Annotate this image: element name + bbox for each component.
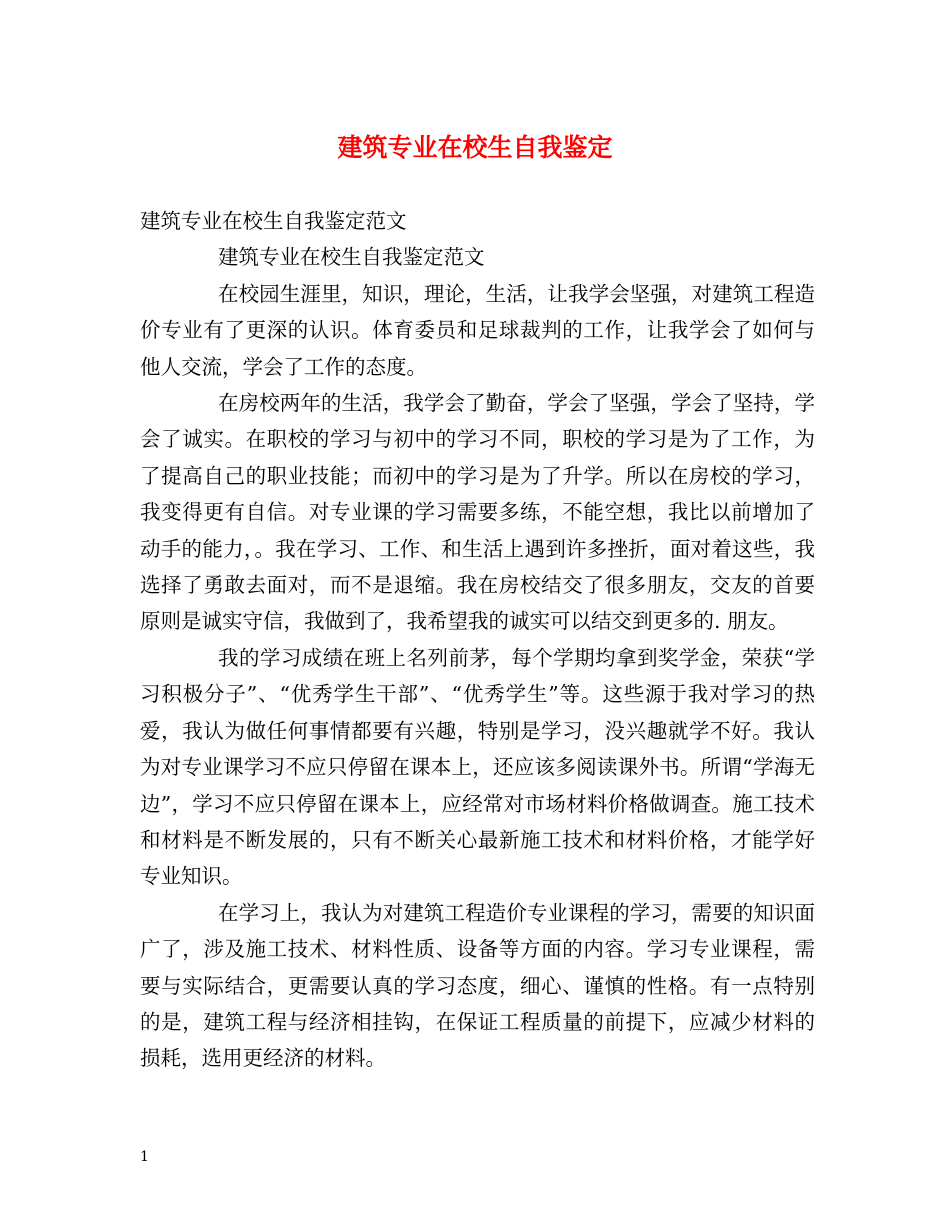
paragraph: 建筑专业在校生自我鉴定范文 bbox=[218, 245, 485, 270]
paragraph: 在校园生涯里，知识，理论，生活，让我学会坚强，对建筑工程造价专业有了更深的认识。体育委员和足球裁判的工作，让我学会了如何与他人交流，学会了工作的态度。 bbox=[140, 281, 815, 379]
document-subtitle: 建筑专业在校生自我鉴定范文 bbox=[140, 209, 407, 233]
document-body bbox=[140, 203, 815, 1077]
paragraph: 在房校两年的生活，我学会了勤奋，学会了坚强，学会了坚持，学会了诚实。在职校的学习与初中的学习不同，职校的学习是为了工作，为了提高自己的职业技能；而初中的学习是为了升学。所以在房校的学习，我变得更有自信。对专业课的学习需要多练，不能空想，我比以前增加了动手的能力，。我在学习、工作、和生活上遇到许多挫折，面对着这些，我选择了勇敢去面对，而不是退缩。我在房校结交了很多朋友，交友的首要原则是诚实守信，我做到了，我希望我的诚实可以结交到更多的. 朋友。 bbox=[140, 391, 815, 634]
paragraph: 在学习上，我认为对建筑工程造价专业课程的学习，需要的知识面广了，涉及施工技术、材料性质、设备等方面的内容。学习专业课程，需要与实际结合，更需要认真的学习态度，细心、谨慎的性格。有一点特别的是，建筑工程与经济相挂钩，在保证工程质量的前提下，应减少材料的损耗，选用更经济的材料。 bbox=[140, 900, 815, 1071]
paragraph: 我的学习成绩在班上名列前茅，每个学期均拿到奖学金，荣获“学习积极分子”、“优秀学生干部”、“优秀学生”等。这些源于我对学习的热爱，我认为做任何事情都要有兴趣，特别是学习，没兴趣就学不好。我认为对专业课学习不应只停留在课本上，还应该多阅读课外书。所谓“学海无边”，学习不应只停留在课本上，应经常对市场材料价格做调查。施工技术和材料是不断发展的，只有不断关心最新施工技术和材料价格，才能学好专业知识。 bbox=[140, 645, 815, 889]
document-title: 建筑专业在校生自我鉴定 bbox=[337, 133, 613, 162]
page-number: 1 bbox=[140, 1149, 149, 1165]
